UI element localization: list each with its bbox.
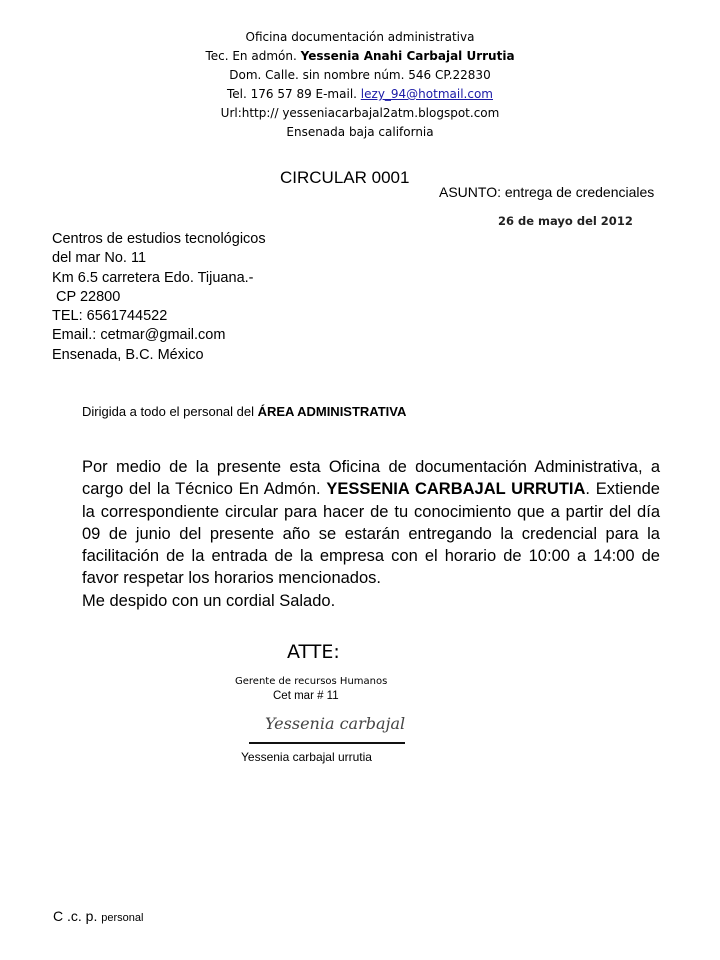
recipient-line: del mar No. 11 xyxy=(52,250,147,267)
signer-role: Gerente de recursos Humanos xyxy=(235,676,388,687)
atte-label: ATTE: xyxy=(287,641,340,663)
recipient-line: Ensenada, B.C. México xyxy=(52,346,204,363)
signer-organization: Cet mar # 11 xyxy=(273,690,339,702)
phone-text: Tel. 176 57 89 E-mail. xyxy=(227,87,357,101)
letterhead xyxy=(0,28,720,142)
ccp-value: personal xyxy=(101,912,144,924)
body-name: YESSENIA CARBAJAL URRUTIA xyxy=(326,480,586,499)
phone-email-line xyxy=(0,85,720,104)
addressed-to xyxy=(82,404,406,419)
handwritten-signature: Yessenia carbajal xyxy=(265,714,406,733)
recipient-line: TEL: 6561744522 xyxy=(52,308,168,325)
signer-name: Yessenia carbajal urrutia xyxy=(241,750,372,764)
ccp-label: C .c. p. xyxy=(53,908,98,924)
office-name: Oficina documentación administrativa xyxy=(245,30,475,44)
technician-name: Yessenia Anahi Carbajal Urrutia xyxy=(300,49,515,63)
recipient-line: CP 22800 xyxy=(52,288,121,305)
city-line: Ensenada baja california xyxy=(286,125,434,139)
url-line: Url:http:// yesseniacarbajal2atm.blogspot.com xyxy=(220,106,500,120)
subject-line: ASUNTO: entrega de credenciales xyxy=(439,184,655,200)
body-text-1: Por medio de la presente esta Oficina de documentación Administrativa, a cargo del la Técnico En Admón. xyxy=(82,458,660,499)
email-link[interactable]: lezy_94@hotmail.com xyxy=(360,87,493,101)
circular-title: CIRCULAR 0001 xyxy=(280,168,410,187)
addressed-to-prefix: Dirigida a todo el personal del xyxy=(82,404,258,419)
signature-line xyxy=(249,742,405,744)
date-line: 26 de mayo del 2012 xyxy=(498,214,633,228)
closing-line: Me despido con un cordial Salado. xyxy=(82,591,336,610)
recipient-address xyxy=(52,230,266,365)
body-text-2: . Extiende la correspondiente circular para hacer de tu conocimiento que a partir del día 09 de junio del presente año se estarán entregando la credencial para la facilitación de la entrada de la empresa con el horario de 10:00 a 14:00 de favor respetar los horarios mencionados. xyxy=(82,480,660,588)
body-paragraph xyxy=(82,456,660,590)
recipient-line: Centros de estudios tecnológicos xyxy=(52,231,266,247)
letter-body xyxy=(82,456,660,612)
address-line: Dom. Calle. sin nombre núm. 546 CP.22830 xyxy=(229,68,491,82)
carbon-copy xyxy=(53,908,143,924)
technician-title: Tec. En admón. xyxy=(205,49,297,63)
technician-line xyxy=(0,47,720,66)
recipient-line: Km 6.5 carretera Edo. Tijuana.- xyxy=(52,269,254,286)
addressed-area: ÁREA ADMINISTRATIVA xyxy=(257,404,407,419)
recipient-line: Email.: cetmar@gmail.com xyxy=(52,327,226,344)
